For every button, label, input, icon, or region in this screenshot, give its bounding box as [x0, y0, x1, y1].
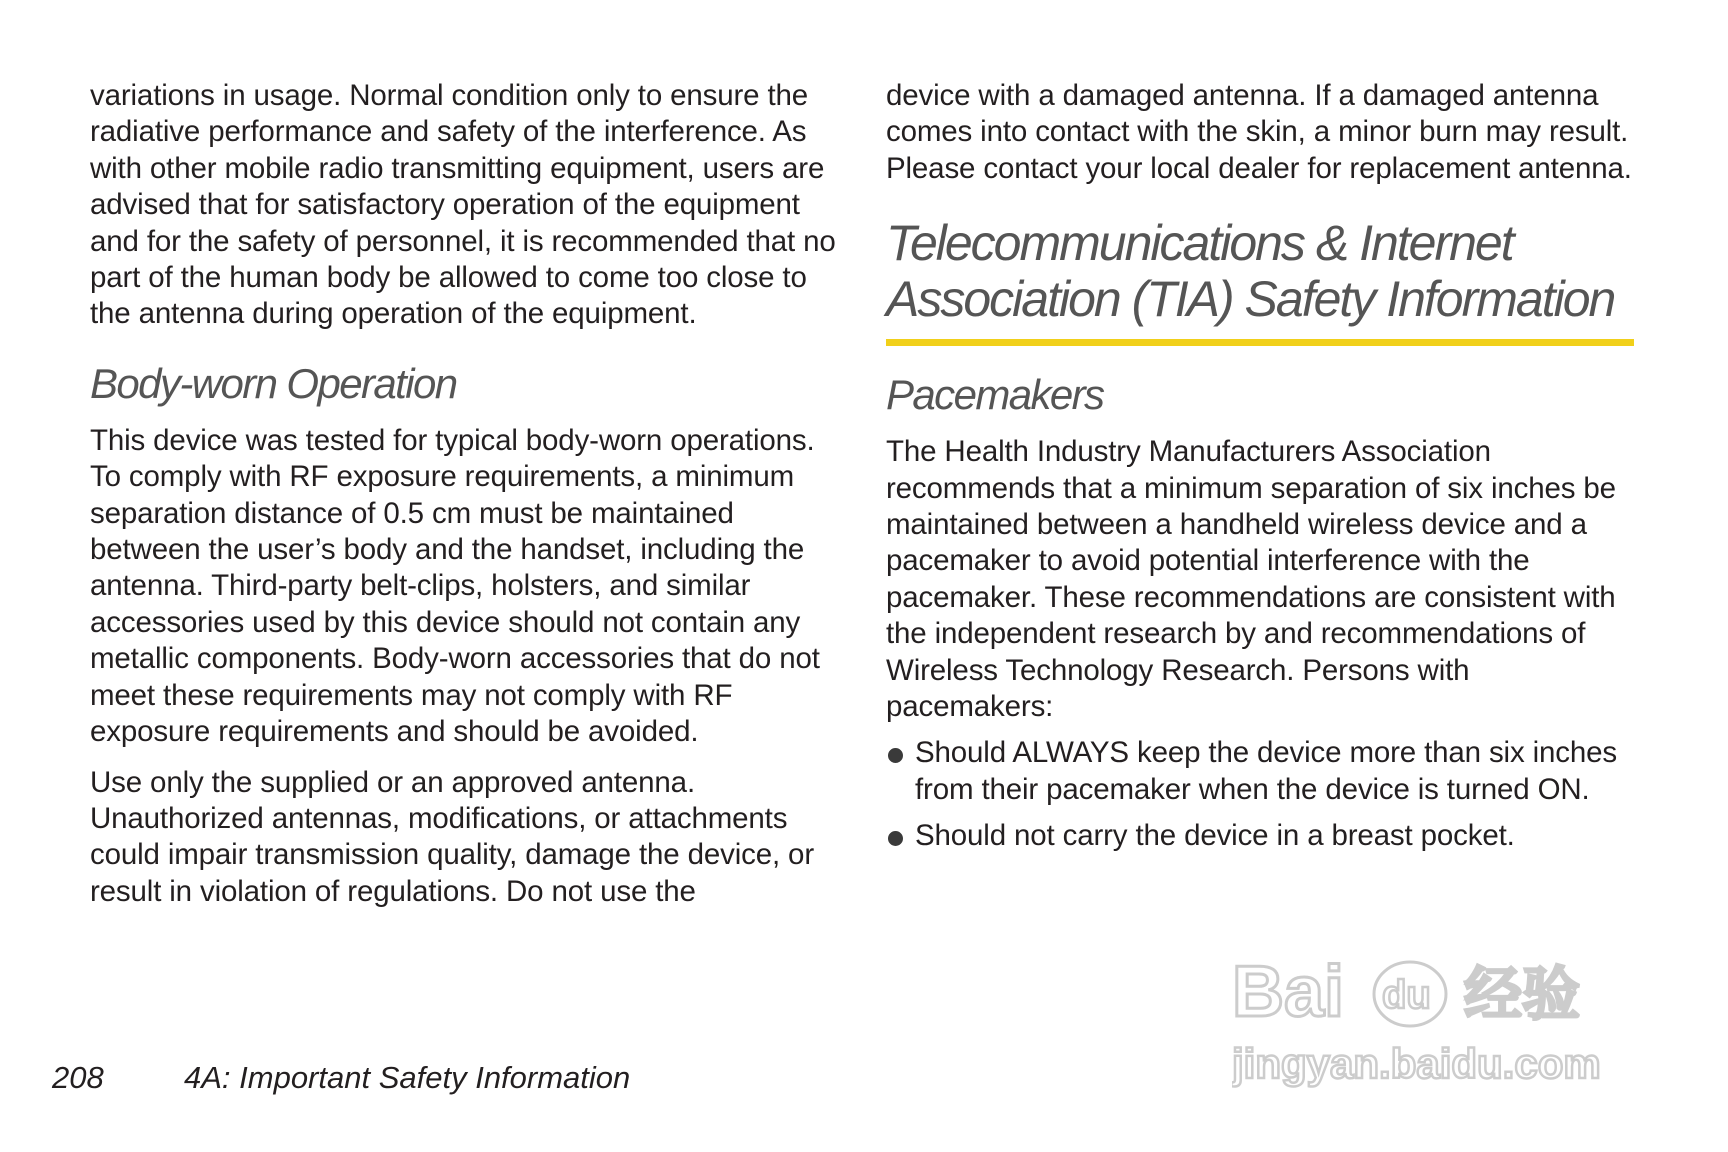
page-footer	[52, 1060, 630, 1096]
svg-text:du: du	[1382, 973, 1431, 1017]
bullet-text: Should ALWAYS keep the device more than six inches from their pacemaker when the device is turned ON.	[915, 736, 1617, 806]
section-title-line2: Association (TIA) Safety Information	[886, 271, 1615, 328]
paragraph-antenna: Use only the supplied or an approved antenna. Unauthorized antennas, modifications, or attachments could impair transmission quality, damage the device, or result in violation of regulations. Do not use the	[90, 765, 814, 908]
svg-text:经验: 经验	[1464, 960, 1581, 1028]
svg-text:Bai: Bai	[1232, 952, 1345, 1032]
section-divider	[886, 339, 1634, 346]
bullet-icon	[888, 748, 903, 763]
paragraph-pacemakers: The Health Industry Manufacturers Association recommends that a minimum separation of six inches be maintained between a handheld wireless device and a pacemaker to avoid potential interference with the pacemaker. These recommendations are consistent with the independent research by and recommendations of Wireless Technology Research. Persons with pacemakers:	[886, 435, 1616, 724]
page-number: 208	[52, 1060, 104, 1095]
heading-pacemakers: Pacemakers	[886, 371, 1104, 419]
paragraph-body-worn: This device was tested for typical body-worn operations. To comply with RF exposure requirements, a minimum separation distance of 0.5 cm must be maintained between the user’s body and the handset, including the antenna. Third-party belt-clips, holsters, and similar accessories used by this device should not contain any metallic components. Body-worn accessories that do not meet these requirements may not comply with RF exposure requirements and should be avoided.	[90, 423, 820, 749]
bullet-icon	[888, 831, 903, 846]
list-item	[886, 735, 1638, 808]
section-title-line1: Telecommunications & Internet	[886, 215, 1513, 272]
bullet-text: Should not carry the device in a breast pocket.	[915, 819, 1515, 853]
right-column	[886, 78, 1638, 865]
baidu-watermark-logo	[1232, 950, 1652, 1090]
footer-section-name: 4A: Important Safety Information	[184, 1060, 631, 1095]
list-item	[886, 818, 1638, 854]
paragraph-intro: variations in usage. Normal condition only to ensure the radiative performance and safety of the interference. As with other mobile radio transmitting equipment, users are advised that for satisfactory operation of the equipment and for the safety of personnel, it is recommended that no part of the human body be allowed to come too close to the antenna during operation of the equipment.	[90, 79, 836, 331]
pacemaker-bullet-list	[886, 735, 1638, 854]
svg-text:jingyan.baidu.com: jingyan.baidu.com	[1232, 1040, 1601, 1087]
section-title	[886, 215, 1638, 327]
left-column	[90, 78, 842, 924]
heading-body-worn-operation: Body-worn Operation	[90, 359, 457, 407]
paragraph-continued: device with a damaged antenna. If a damaged antenna comes into contact with the skin, a minor burn may result. Please contact your local dealer for replacement antenna.	[886, 79, 1632, 185]
